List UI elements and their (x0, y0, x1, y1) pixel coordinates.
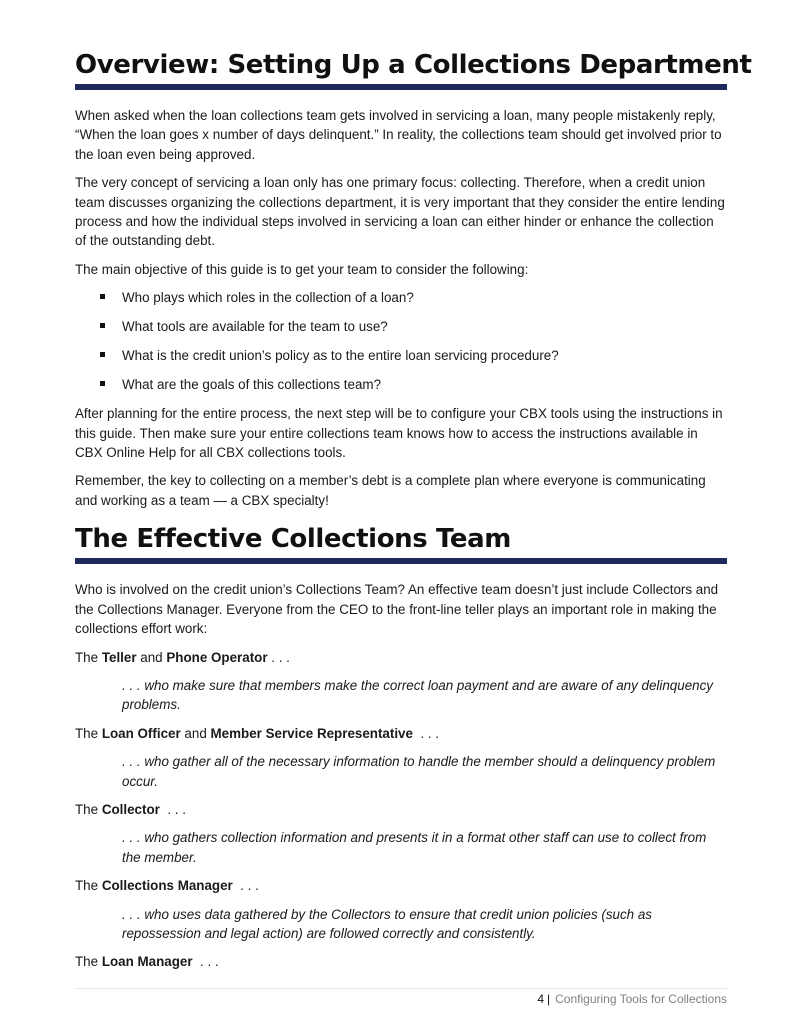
role-line: The Loan Manager . . . (75, 954, 219, 970)
list-item (97, 375, 727, 394)
section-heading-team: The Effective Collections Team (75, 524, 511, 555)
paragraph: The main objective of this guide is to get your team to consider the following: (75, 261, 529, 277)
square-bullet-icon (100, 294, 105, 299)
footer-doc-title: Configuring Tools for Collections (555, 992, 727, 1006)
page-number: 4 (537, 992, 544, 1006)
heading-rule (75, 558, 727, 564)
role-line: The Loan Officer and Member Service Representative . . . (75, 725, 440, 741)
heading-rule (75, 84, 727, 90)
paragraph: Remember, the key to collecting on a member’s debt is a complete plan where everyone is communicating and working as a team — a CBX specialty! (75, 473, 706, 508)
square-bullet-icon (100, 352, 105, 357)
list-item-text: What tools are available for the team to use? (122, 319, 388, 335)
role-name: Phone Operator (166, 649, 268, 665)
role-name: Collector (101, 801, 160, 817)
square-bullet-icon (100, 323, 105, 328)
page-footer (75, 988, 727, 1006)
paragraph: Who is involved on the credit union’s Collections Team? An effective team doesn’t just include Collectors and the Collections Manager. Everyone from the CEO to the front-line teller plays an important role in making the collections effort work: (75, 582, 719, 637)
list-item-text: Who plays which roles in the collection of a loan? (122, 290, 414, 306)
list-item (97, 288, 727, 307)
role-name: Collections Manager (101, 878, 233, 894)
document-page (75, 50, 752, 981)
paragraph: When asked when the loan collections team gets involved in servicing a loan, many people mistakenly reply, “When the loan goes x number of days delinquent.” In reality, the collections team should get involved prior to the loan even being approved. (75, 108, 722, 162)
section-heading-overview: Overview: Setting Up a Collections Department (75, 50, 752, 80)
role-description: . . . who gather all of the necessary information to handle the member should a delinquency problem occur. (122, 754, 716, 789)
role-name: Teller (101, 649, 137, 665)
role-description: . . . who gathers collection information and presents it in a format other staff can use to collect from the member. (122, 830, 707, 865)
role-name: Loan Manager (101, 954, 193, 970)
footer-separator: | (547, 992, 551, 1006)
role-line: The Collector . . . (75, 801, 186, 817)
role-line: The Teller and Phone Operator . . . (75, 649, 290, 665)
paragraph: After planning for the entire process, the next step will be to configure your CBX tools using the instructions in this guide. Then make sure your entire collections team knows how to access the instructions available in CBX Online Help for all CBX collections tools. (75, 406, 723, 461)
role-name: Member Service Representative (210, 725, 413, 741)
role-line: The Collections Manager . . . (75, 878, 259, 894)
list-item-text: What is the credit union’s policy as to the entire loan servicing procedure? (122, 348, 559, 364)
paragraph: The very concept of servicing a loan only has one primary focus: collecting. Therefore, when a credit union team discusses organizing the collections department, it is very important that they consider the entire lending process and how the individual steps involved in servicing a loan can either hinder or enhance the collection of the outstanding debt. (75, 175, 725, 249)
list-item (97, 317, 727, 336)
list-item-text: What are the goals of this collections team? (122, 377, 382, 393)
square-bullet-icon (100, 381, 105, 386)
list-item (97, 346, 727, 365)
objectives-list (75, 288, 727, 394)
role-name: Loan Officer (101, 725, 181, 741)
role-description: . . . who uses data gathered by the Collectors to ensure that credit union policies (such as repossession and legal action) are followed correctly and consistently. (122, 906, 652, 941)
role-description: . . . who make sure that members make the correct loan payment and are aware of any delinquency problems. (122, 677, 713, 713)
